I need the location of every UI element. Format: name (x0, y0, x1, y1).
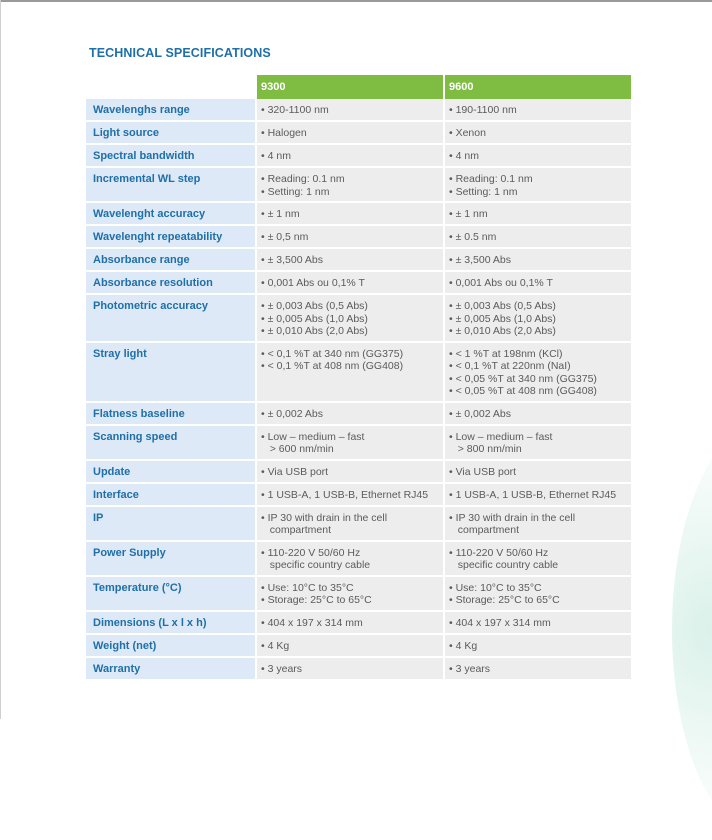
spec-table (86, 75, 631, 681)
spec-value-line: • 4 nm (261, 150, 291, 162)
spec-row (86, 99, 631, 122)
spec-row (86, 295, 631, 343)
spec-value-line: • ± 1 nm (449, 208, 488, 220)
spec-value-line: • ± 0,002 Abs (449, 407, 511, 420)
spec-value-9300 (255, 461, 443, 484)
spec-row (86, 507, 631, 542)
spec-value-9300 (255, 635, 443, 658)
spec-value-line: • ± 0,003 Abs (0,5 Abs) (449, 300, 556, 312)
spec-value-line: • ± 3,500 Abs (449, 254, 511, 266)
spec-label: Update (86, 461, 255, 484)
spec-value-line: • 4 Kg (261, 639, 290, 652)
window-left-border (0, 0, 1, 719)
spec-label: Stray light (86, 343, 255, 403)
spec-label: Absorbance range (86, 249, 255, 272)
spec-value-9600 (443, 203, 631, 226)
spec-value-line: • Use: 10°C to 35°C (261, 581, 354, 594)
spec-value-9300 (255, 168, 443, 203)
spec-value-9300 (255, 99, 443, 122)
spec-header-row (86, 75, 631, 99)
spec-value-9600 (443, 168, 631, 203)
spec-value-line: • < 0,05 %T at 340 nm (GG375) (449, 372, 597, 385)
spec-value-line: • 3 years (449, 662, 491, 675)
spec-label: Absorbance resolution (86, 272, 255, 295)
spec-row (86, 461, 631, 484)
header-blank-cell (86, 75, 255, 99)
spec-row (86, 272, 631, 295)
spec-row (86, 612, 631, 635)
spec-row (86, 122, 631, 145)
spec-label: Temperature (°C) (86, 577, 255, 612)
spec-value-9300 (255, 145, 443, 168)
spec-value-line: • 4 Kg (449, 639, 478, 652)
spec-value-9300 (255, 507, 443, 542)
spec-value-line: > 800 nm/min (449, 443, 522, 455)
spec-value-9600 (443, 507, 631, 542)
spec-value-line: compartment (261, 524, 332, 536)
spec-value-line: • ± 1 nm (261, 208, 300, 220)
spec-value-line: specific country cable (449, 559, 559, 571)
spec-label: Scanning speed (86, 426, 255, 461)
spec-value-9600 (443, 145, 631, 168)
spec-value-line: • Storage: 25°C to 65°C (449, 594, 560, 606)
spec-value-9300 (255, 403, 443, 426)
spec-value-9600 (443, 484, 631, 507)
spec-value-9600 (443, 635, 631, 658)
spec-value-line: • 320-1100 nm (261, 104, 329, 116)
spec-value-9300 (255, 426, 443, 461)
spec-value-9600 (443, 426, 631, 461)
spec-label: Wavelenght accuracy (86, 203, 255, 226)
spec-value-9600 (443, 272, 631, 295)
spec-value-line: • < 0,05 %T at 408 nm (GG408) (449, 385, 597, 397)
spec-value-9600 (443, 461, 631, 484)
spec-row (86, 635, 631, 658)
spec-value-line: • < 1 %T at 198nm (KCl) (449, 347, 563, 360)
spec-row (86, 168, 631, 203)
spec-label: Spectral bandwidth (86, 145, 255, 168)
spec-value-line: • ± 0,005 Abs (1,0 Abs) (449, 312, 556, 325)
spec-value-line: • 4 nm (449, 150, 479, 162)
model-header-9600: 9600 (443, 75, 631, 99)
spec-value-9300 (255, 484, 443, 507)
spec-value-line: • 1 USB-A, 1 USB-B, Ethernet RJ45 (449, 488, 617, 501)
spec-value-line: • Setting: 1 nm (449, 185, 518, 198)
spec-value-9300 (255, 122, 443, 145)
spec-value-9600 (443, 403, 631, 426)
spec-value-line: • 1 USB-A, 1 USB-B, Ethernet RJ45 (261, 488, 429, 501)
spec-value-9300 (255, 295, 443, 343)
spec-value-9600 (443, 542, 631, 577)
page-title: TECHNICAL SPECIFICATIONS (89, 46, 271, 60)
spec-value-line: • ± 0,010 Abs (2,0 Abs) (449, 325, 556, 337)
spec-value-9600 (443, 343, 631, 403)
spec-value-line: • 110-220 V 50/60 Hz (449, 546, 549, 559)
spec-value-line: • Xenon (449, 127, 486, 139)
spec-value-line: • < 0,1 %T at 220nm (NaI) (449, 360, 571, 372)
spec-value-line: • 404 x 197 x 314 mm (449, 616, 551, 629)
spec-label: Weight (net) (86, 635, 255, 658)
spec-value-line: > 600 nm/min (261, 443, 334, 455)
spec-row (86, 145, 631, 168)
spec-value-line: • < 0,1 %T at 340 nm (GG375) (261, 347, 404, 360)
spec-row (86, 226, 631, 249)
spec-value-line: • 3 years (261, 662, 303, 675)
spec-row (86, 403, 631, 426)
spec-value-9300 (255, 542, 443, 577)
spec-table-body (86, 99, 631, 681)
spec-value-line: • 110-220 V 50/60 Hz (261, 546, 361, 559)
spec-value-line: • Low – medium – fast (261, 430, 365, 443)
spec-label: Interface (86, 484, 255, 507)
spec-row (86, 577, 631, 612)
window-top-border (0, 0, 712, 2)
spec-value-line: • ± 0,5 nm (261, 231, 309, 243)
spec-value-9600 (443, 99, 631, 122)
spec-value-line: • Via USB port (449, 465, 517, 478)
spec-row (86, 484, 631, 507)
spec-row (86, 658, 631, 681)
spec-row (86, 203, 631, 226)
spec-value-9600 (443, 226, 631, 249)
spec-value-line: • Low – medium – fast (449, 430, 553, 443)
spec-value-line: • ± 0.5 nm (449, 231, 497, 243)
spec-value-line: • ± 0,002 Abs (261, 407, 323, 420)
spec-row (86, 249, 631, 272)
spec-label: Dimensions (L x l x h) (86, 612, 255, 635)
spec-value-line: • ± 0,005 Abs (1,0 Abs) (261, 312, 368, 325)
spec-label: Wavelenghs range (86, 99, 255, 122)
spec-value-line: • Reading: 0.1 nm (261, 173, 345, 185)
spec-row (86, 426, 631, 461)
spec-value-9300 (255, 612, 443, 635)
spec-value-line: • IP 30 with drain in the cell (449, 511, 576, 524)
spec-value-9300 (255, 226, 443, 249)
spec-label: Incremental WL step (86, 168, 255, 203)
spec-value-line: • Setting: 1 nm (261, 185, 330, 198)
spec-label: IP (86, 507, 255, 542)
spec-row (86, 343, 631, 403)
spec-value-9600 (443, 122, 631, 145)
spec-label: Flatness baseline (86, 403, 255, 426)
spec-label: Photometric accuracy (86, 295, 255, 343)
spec-label: Power Supply (86, 542, 255, 577)
spec-value-9600 (443, 658, 631, 681)
spec-value-9300 (255, 272, 443, 295)
spec-value-line: • Reading: 0.1 nm (449, 173, 533, 185)
spec-value-9600 (443, 612, 631, 635)
spec-value-9600 (443, 295, 631, 343)
spec-label: Wavelenght repeatability (86, 226, 255, 249)
spec-value-line: • Storage: 25°C to 65°C (261, 594, 372, 606)
spec-value-9300 (255, 249, 443, 272)
spec-value-9600 (443, 577, 631, 612)
spec-value-line: • Halogen (261, 127, 307, 139)
spec-value-line: • Via USB port (261, 465, 329, 478)
spec-value-line: • 0,001 Abs ou 0,1% T (449, 277, 553, 289)
spec-value-9300 (255, 577, 443, 612)
spec-value-line: • ± 0,010 Abs (2,0 Abs) (261, 325, 368, 337)
spec-value-9600 (443, 249, 631, 272)
spec-label: Warranty (86, 658, 255, 681)
decorative-swoosh (672, 420, 712, 840)
spec-value-line: • < 0,1 %T at 408 nm (GG408) (261, 360, 404, 372)
spec-value-line: • IP 30 with drain in the cell (261, 511, 388, 524)
spec-value-line: • 190-1100 nm (449, 104, 517, 116)
spec-row (86, 542, 631, 577)
spec-value-line: specific country cable (261, 559, 371, 571)
model-header-9300: 9300 (255, 75, 443, 99)
spec-value-9300 (255, 658, 443, 681)
spec-value-9300 (255, 203, 443, 226)
spec-value-line: • 0,001 Abs ou 0,1% T (261, 277, 365, 289)
spec-value-line: • ± 3,500 Abs (261, 254, 323, 266)
spec-value-line: • ± 0,003 Abs (0,5 Abs) (261, 300, 368, 312)
spec-label: Light source (86, 122, 255, 145)
spec-value-line: compartment (449, 524, 520, 536)
spec-value-line: • 404 x 197 x 314 mm (261, 616, 363, 629)
spec-value-line: • Use: 10°C to 35°C (449, 581, 542, 594)
spec-value-9300 (255, 343, 443, 403)
